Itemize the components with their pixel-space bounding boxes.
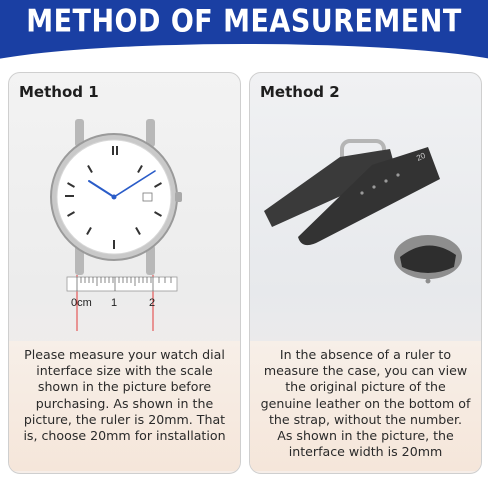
ruler-label-1: 1 bbox=[111, 297, 118, 309]
header-banner bbox=[0, 0, 488, 60]
method-1-description: Please measure your watch dial interface size with the scale shown in the picture before purchasing. As shown in the picture, the ruler is 20mm. That is, choose 20mm for installation bbox=[23, 347, 226, 444]
method-2-description-box bbox=[250, 341, 481, 471]
page-title: METHOD OF MEASUREMENT bbox=[26, 3, 462, 40]
hour-marker bbox=[113, 240, 115, 249]
method-1-description-box bbox=[9, 341, 240, 471]
method-2-title: Method 2 bbox=[260, 83, 340, 101]
method-2-panel bbox=[249, 72, 482, 474]
method-1-panel bbox=[8, 72, 241, 474]
strap-hole bbox=[396, 173, 399, 176]
zoom-bubble-dot bbox=[426, 279, 431, 284]
ruler bbox=[67, 277, 177, 291]
hour-marker bbox=[112, 146, 114, 155]
strap-hole bbox=[360, 191, 363, 194]
hour-marker bbox=[116, 146, 118, 155]
ruler-label-2: 2 bbox=[149, 297, 156, 309]
strap-size-mark: 20 bbox=[415, 150, 427, 163]
banner-sweep bbox=[0, 44, 488, 60]
strap-hole bbox=[372, 185, 375, 188]
strap-hole bbox=[384, 179, 387, 182]
method-2-description: In the absence of a ruler to measure the case, you can view the original picture of the genuine leather on the bottom of the strap, without the number. As shown in the picture, the interface width is 20mm bbox=[260, 347, 471, 460]
hour-marker bbox=[65, 195, 74, 197]
ruler-label-0: 0cm bbox=[71, 297, 92, 309]
method-1-title: Method 1 bbox=[19, 83, 99, 101]
hand-pin bbox=[112, 195, 117, 200]
watch-crown bbox=[175, 192, 182, 202]
watch-image bbox=[9, 109, 240, 341]
date-window bbox=[143, 193, 152, 201]
strap-image bbox=[250, 109, 481, 341]
